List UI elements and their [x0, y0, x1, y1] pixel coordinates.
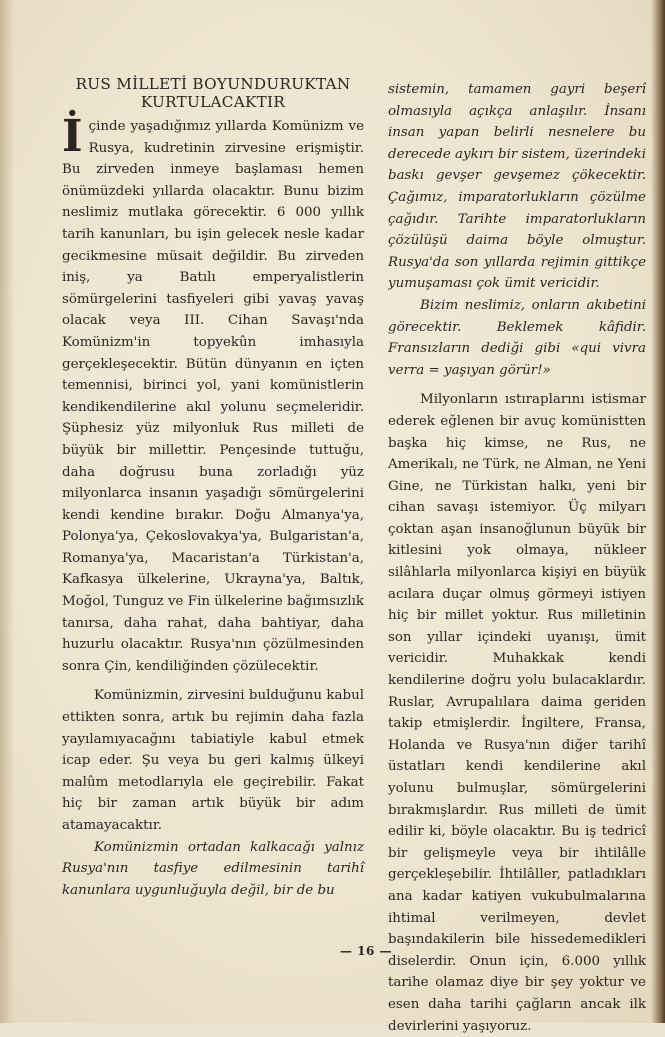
- page-number: — 16 —: [340, 944, 393, 958]
- italic-paragraph-2: Bizim neslimiz, onların akıbetini görecektir. Beklemek kâfidir. Fransızların dediği gibi «qui vivra verra = yaşıyan görür!»: [388, 297, 646, 378]
- body-paragraph-2: Komünizmin, zirvesini bulduğunu kabul ettikten sonra, artık bu rejimin daha fazla yayılamıyacağını tabiatiyle kabul etmek icap eder. Şu veya bu geri kalmış ülkeyi malûm metodlarıyla ele geçirebilir. Fakat hiç bir zaman artık büyük bir adım atamayacaktır.: [62, 688, 364, 833]
- left-column: [62, 75, 364, 901]
- italic-paragraph-3: Komünizmin ortadan kalkacağı yalnız Rusya'nın tasfiye edilmesinin tarihî kanunlara uygunluğuyla değil, bir de bu: [62, 839, 364, 898]
- page-left-shadow: [0, 0, 14, 1023]
- body-paragraph-3: Milyonların ıstıraplarını istismar ederek eğlenen bir avuç komünistten başka hiç kimse, ne Rus, ne Amerikalı, ne Türk, ne Alman, ne Yeni Gine, ne Türkistan halkı, yeni bir cihan savaşı istemiyor. Üç milyarı çoktan aşan insanoğlunun büyük bir kitlesini yok olmaya, nükleer silâhlarla milyonlarca kişiyi en büyük acılara duçar olmuş görmeyi istiyen hiç bir millet yoktur. Rus milletinin son yıllar içindeki uyanışı, ümit vericidir. Muhakkak kendi kendilerine doğru yolu bulacaklardır. Ruslar, Avrupalılara daima geriden takip etmişlerdir. İngiltere, Fransa, Holanda ve Rusya'nın diğer tarihî üstatları kendi kendilerine akıl yolunu bulmuşlar, sömürgelerini bırakmışlardır. Rus milleti de ümit edilir ki, böyle olacaktır. Bu iş tedricî bir gelişmeyle veya bir ihtilâlle gerçekleşebilir. İhtilâller, patladıkları ana kadar katiyen vukubulmalarına ihtimal verilmeyen, devlet başındakilerin bile hissedemedikleri diselerdir. Onun için, 6.000 yıllık tarihe olamaz diye bir şey yoktur ve esen daha tarihi çağların ancak ilk devirlerini yaşıyoruz.: [388, 392, 646, 1034]
- page-binding-shadow: [651, 0, 665, 1023]
- intro-paragraph: [62, 111, 364, 677]
- drop-cap: İ: [62, 111, 83, 162]
- title-line-1: RUS MİLLETİ BOYUNDURUKTAN: [75, 75, 351, 93]
- article-title: [62, 75, 364, 111]
- right-column: [388, 79, 646, 1037]
- italic-continuation: sistemin, tamamen gayri beşerî olmasıyla açıkça anlaşılır. İnsanı insan yapan belirli nesnelere bu derecede aykırı bir sistem, üzerindeki baskı gevşer gevşemez çökecektir. Çağımız, imparatorlukların çözülme çağıdır. Tarihte imparatorlukların çözülüşü daima böyle olmuştur. Rusya'da son yıllarda rejimin gittikçe yumuşaması çok ümit vericidir.: [388, 82, 646, 292]
- intro-paragraph-text: çinde yaşadığımız yıllarda Komünizm ve Rusya, kudretinin zirvesine erişmiştir. Bu zirveden inmeye başlaması hemen önümüzdeki yıllarda olacaktır. Bunu bizim neslimiz mutlaka görecektir. 6 000 yıllık tarih kanunları, bu işin gelecek nesle kadar gecikmesine müsait değildir. Bu zirveden iniş, ya Batılı emperyalistlerin sömürgelerini tasfiyeleri gibi yavaş yavaş olacak veya III. Cihan Savaşı'nda Komünizm'in topyekûn imhasıyla gerçekleşecektir. Bütün dünyanın en içten temennisi, birinci yol, yani komünistlerin kendikendilerine akıl yolunu seçmeleridir. Şüphesiz yüz milyonluk Rus milleti de büyük bir millettir. Pençesinde tuttuğu, daha doğrusu buna zorladığı yüz milyonlarca insanın yaşadığı sömürgelerini kendi kendine bırakır. Doğu Almanya'ya, Polonya'ya, Çekoslovakya'ya, Bulgaristan'a, Romanya'ya, Macaristan'a Türkistan'a, Kafkasya ülkelerine, Ukrayna'ya, Baltık, Moğol, Tunguz ve Fin ülkelerine bağımsızlık tanırsa, daha rahat, daha bahtiyar, daha huzurlu olacaktır. Rusya'nın çözülmesinden sonra Çin, kendiliğinden çözülecektir.: [62, 119, 364, 674]
- title-line-2: KURTULACAKTIR: [140, 93, 286, 111]
